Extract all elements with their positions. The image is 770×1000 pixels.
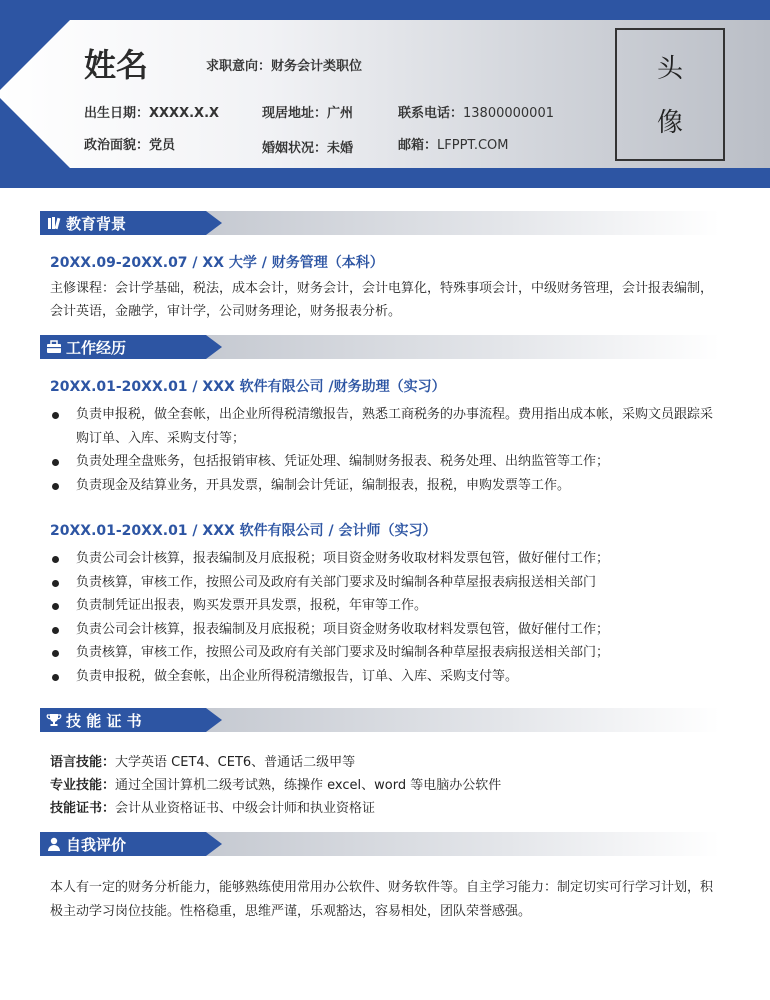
job-2-duties [50,547,722,688]
certificates: 技能证书：会计从业资格证书、中级会计师和执业资格证 [50,801,376,816]
political-status: 政治面貌：党员 [84,138,176,153]
list-item: 负责公司会计核算，报表编制及月底报税；项目资金财务收取材料发票包管，做好催付工作； [50,547,722,571]
briefcase-icon [46,339,62,355]
list-item: 负责申报税，做全套帐，出企业所得税清缴报告，熟悉工商税务的办事流程。费用指出成本帐，采购文员跟踪采购订单、入库、采购支付等； [50,403,722,450]
section-work-title: 工作经历 [66,339,127,357]
professional-skills: 专业技能：通过全国计算机二级考试熟，练操作 excel、word 等电脑办公软件 [50,778,502,793]
list-item: 负责公司会计核算，报表编制及月底报税；项目资金财务收取材料发票包管，做好催付工作； [50,618,722,642]
phone: 联系电话：13800000001 [398,106,554,121]
list-item: 负责核算，审核工作，按照公司及政府有关部门要求及时编制各种草屋报表病报送相关部门； [50,641,722,665]
list-item: 负责制凭证出报表，购买发票开具发票，报税，年审等工作。 [50,594,722,618]
self-evaluation-text: 本人有一定的财务分析能力，能够熟练使用常用办公软件、财务软件等。自主学习能力：制定切实可行学习计划，积极主动学习岗位技能。性格稳重，思维严谨，乐观豁达，容易相处，团队荣誉感强。 [50,880,714,919]
section-education-header [40,211,720,235]
birth-date: 出生日期：XXXX.X.X [84,106,220,121]
resume-header [0,0,770,188]
section-skills-header [40,708,720,732]
section-education-title: 教育背景 [66,215,127,233]
list-item: 负责处理全盘账务，包括报销审核、凭证处理、编制财务报表、税务处理、出纳监管等工作； [50,450,722,474]
education-heading: 20XX.09-20XX.07 / XX 大学 / 财务管理（本科） [50,255,384,271]
marital-status: 婚姻状况：未婚 [262,141,354,156]
photo-placeholder [615,28,725,161]
section-self-header [40,832,720,856]
email: 邮箱：LFPPT.COM [398,138,509,153]
section-self-title: 自我评价 [66,836,127,854]
education-courses: 主修课程：会计学基础，税法，成本会计，财务会计，会计电算化，特殊事项会计，中级财务管理，会计报表编制，会计英语，金融学，审计学，公司财务理论，财务报表分析。 [50,281,714,319]
job-2-heading: 20XX.01-20XX.01 / XXX 软件有限公司 / 会计师（实习） [50,523,437,539]
user-icon [46,836,62,852]
books-icon [46,215,62,231]
section-skills-title: 技 能 证 书 [66,712,142,730]
applicant-name: 姓名 [84,46,149,84]
job-1-heading: 20XX.01-20XX.01 / XXX 软件有限公司 /财务助理（实习） [50,379,446,395]
trophy-icon [46,712,62,728]
job-1-duties [50,403,722,497]
section-work-header [40,335,720,359]
photo-text-1: 头 [656,54,683,84]
list-item: 负责申报税，做全套帐，出企业所得税清缴报告，订单、入库、采购支付等。 [50,665,722,689]
list-item: 负责核算，审核工作，按照公司及政府有关部门要求及时编制各种草屋报表病报送相关部门 [50,571,722,595]
job-intent: 求职意向：财务会计类职位 [206,59,363,74]
list-item: 负责现金及结算业务，开具发票，编制会计凭证，编制报表，报税，申购发票等工作。 [50,474,722,498]
residence: 现居地址：广州 [262,106,354,121]
language-skills: 语言技能：大学英语 CET4、CET6、普通话二级甲等 [50,755,356,770]
photo-text-2: 像 [656,108,683,138]
